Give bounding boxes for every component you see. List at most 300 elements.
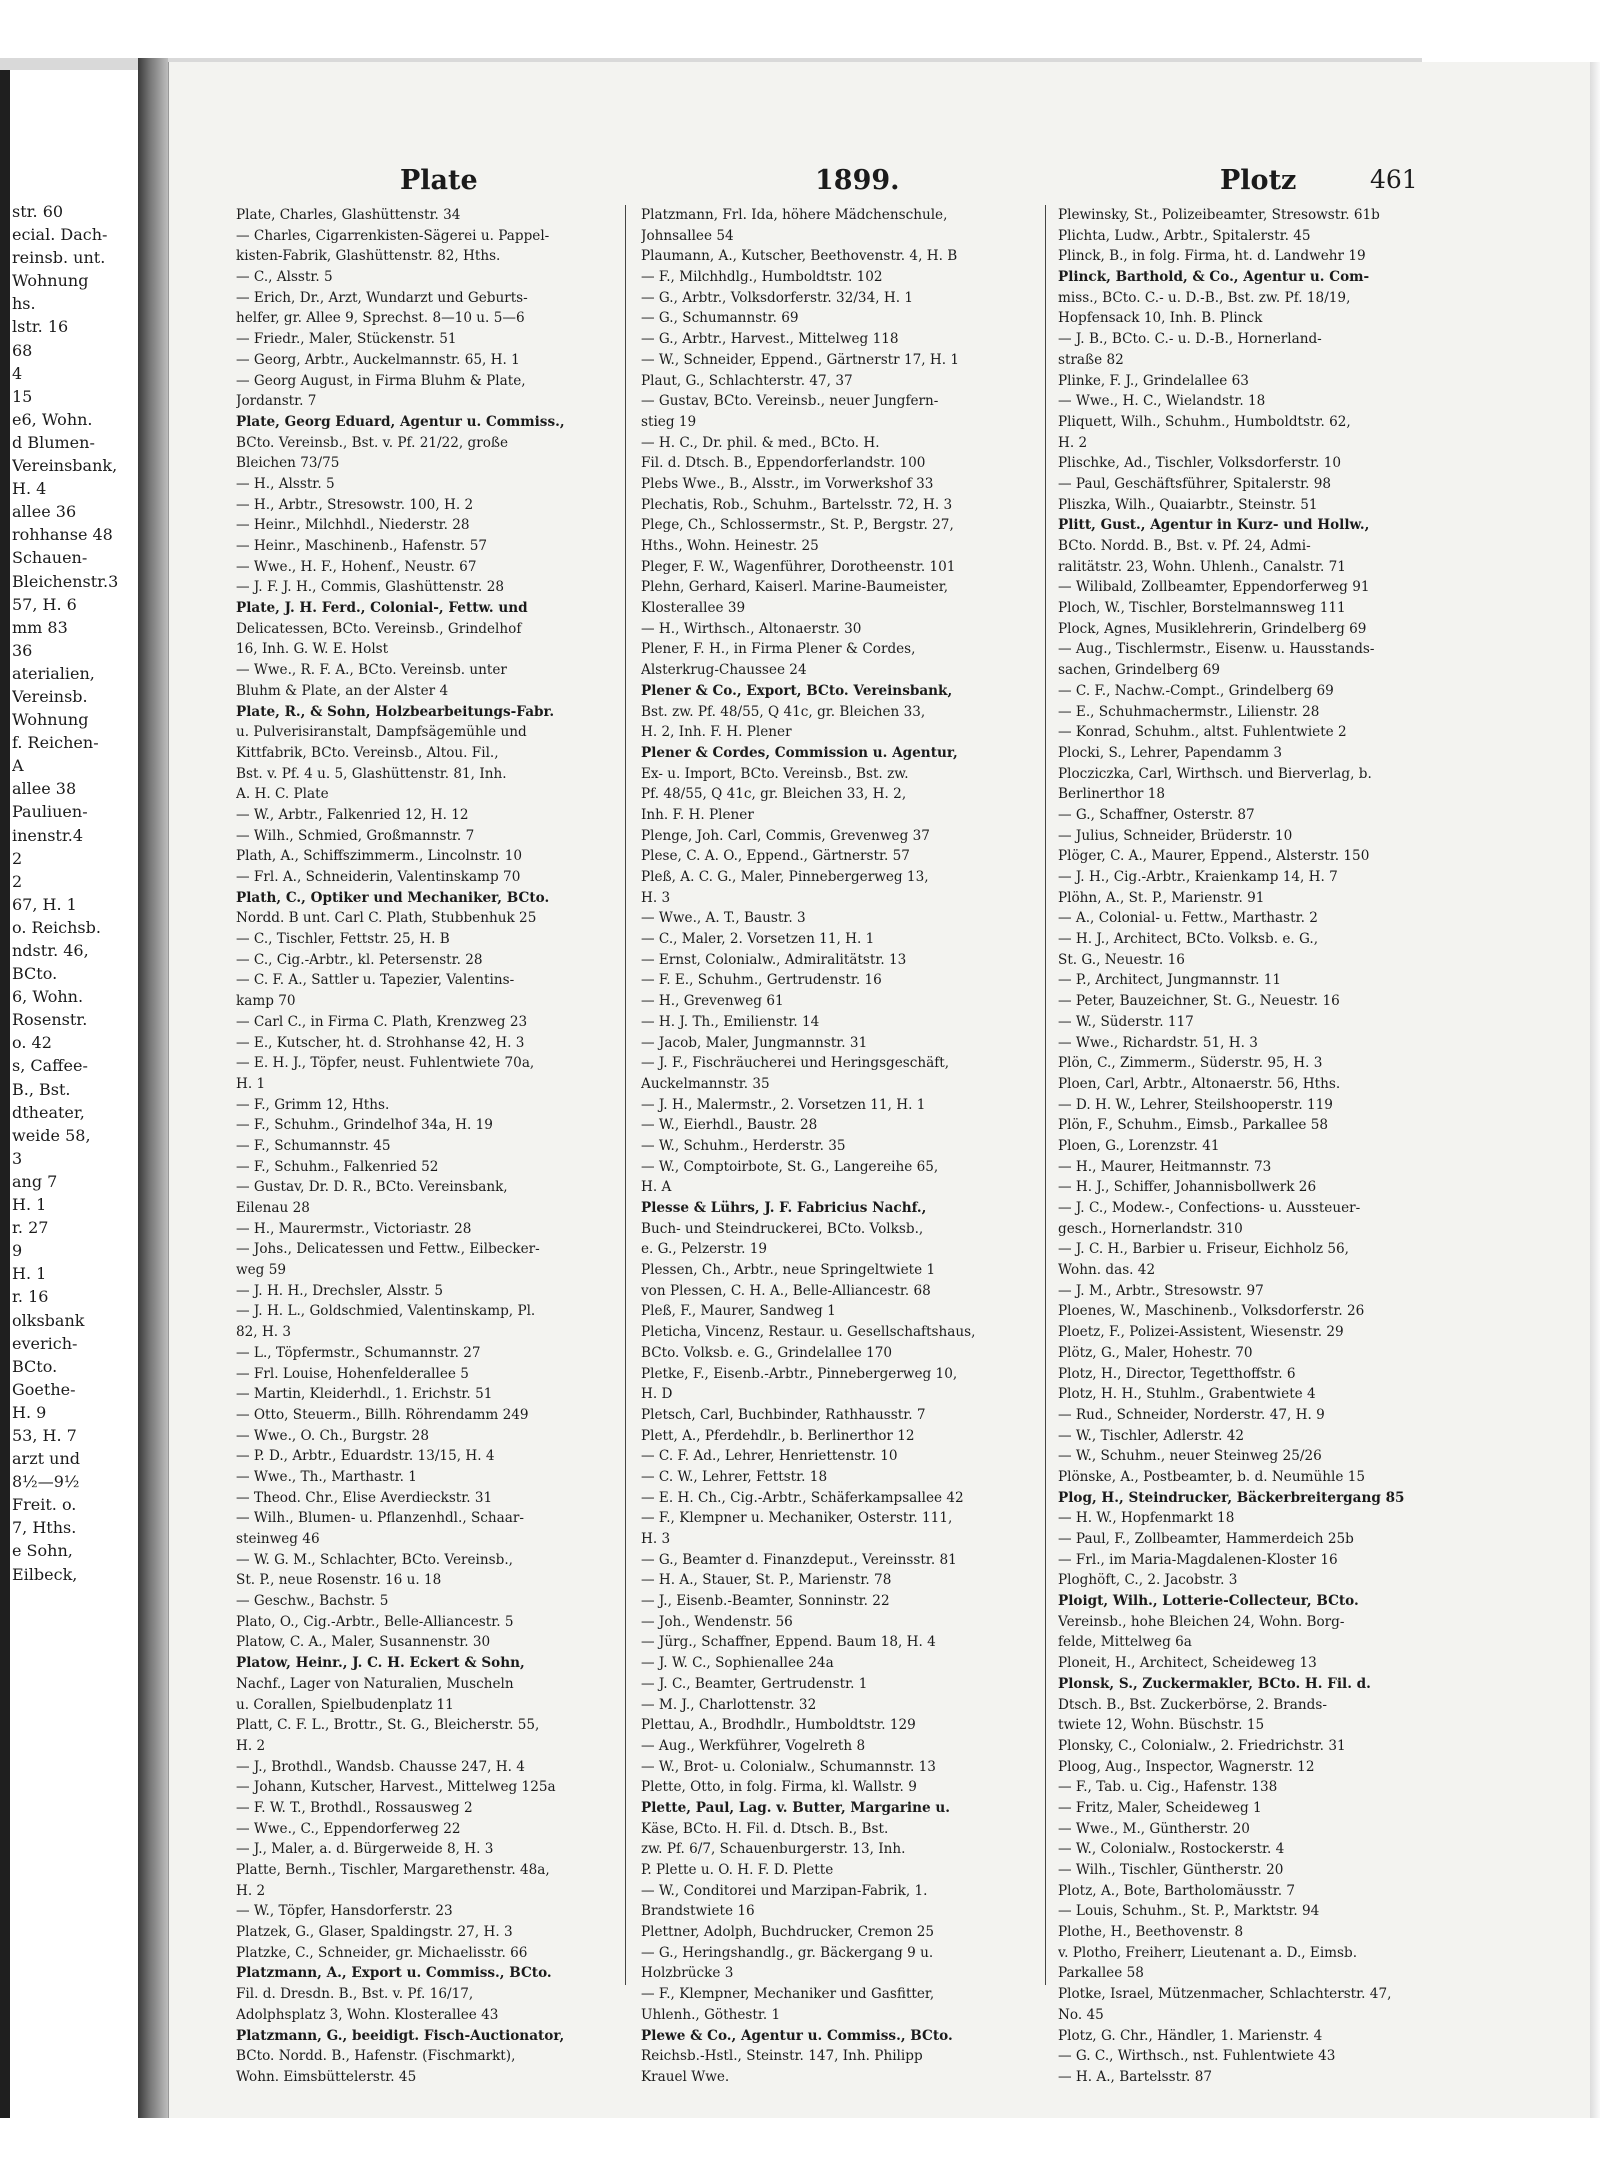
directory-entry-line: — P., Architect, Jungmannstr. 11 [1058,972,1282,989]
directory-entry-line: — Theod. Chr., Elise Averdieckstr. 31 [236,1489,493,1506]
directory-entry-line: H. 3 [641,1531,671,1547]
directory-entry-line: — Aug., Tischlermstr., Eisenw. u. Hausstands- [1058,641,1375,658]
directory-entry-line: — C., Alsstr. 5 [236,269,333,286]
directory-entry-line: Platte, Bernh., Tischler, Margarethenstr. 48a, [236,1862,550,1878]
directory-entry-line: Plenge, Joh. Carl, Commis, Grevenweg 37 [641,827,930,844]
directory-entry-line: Buch- und Steindruckerei, BCto. Volksb., [641,1220,924,1237]
directory-entry-line: — C., Tischler, Fettstr. 25, H. B [236,931,450,948]
facing-page-fragment: o. 42 [12,1033,52,1053]
directory-entry-line: Plett, A., Pferdehdlr., b. Berlinerthor 12 [641,1427,915,1444]
directory-entry-line: Pletsch, Carl, Buchbinder, Rathhausstr. 7 [641,1406,926,1423]
directory-entry-line: — Fritz, Maler, Scheideweg 1 [1058,1799,1262,1816]
directory-entry-line: — W., Tischler, Adlerstr. 42 [1058,1427,1245,1444]
page-edge [1590,62,1600,2118]
directory-entry-line: Plesse & Lührs, J. F. Fabricius Nachf., [641,1200,927,1216]
directory-entry-line: — Frl., im Maria-Magdalenen-Kloster 16 [1058,1551,1338,1568]
facing-page-fragment: rohhanse 48 [12,525,113,545]
directory-entry-line: — C., Maler, 2. Vorsetzen 11, H. 1 [641,931,875,948]
directory-entry-line: — H. J. Th., Emilienstr. 14 [641,1013,820,1030]
directory-entry-line: Uhlenh., Göthestr. 1 [641,2006,781,2023]
directory-entry-line: — J. H., Malermstr., 2. Vorsetzen 11, H. 1 [641,1096,926,1113]
directory-entry-line: Platow, C. A., Maler, Susannenstr. 30 [236,1634,491,1651]
directory-entry-line: Käse, BCto. H. Fil. d. Dtsch. B., Bst. [641,1820,889,1837]
directory-entry-line: — Ernst, Colonialw., Admiralitätstr. 13 [641,951,907,968]
directory-entry-line: Plaut, G., Schlachterstr. 47, 37 [641,372,853,389]
directory-entry-line: A. H. C. Plate [236,786,329,803]
directory-entry-line: — J. F. J. H., Commis, Glashüttenstr. 28 [236,579,504,596]
directory-entry-line: — E. H. J., Töpfer, neust. Fuhlentwiete 70a, [236,1055,535,1072]
directory-entry-line: Plehn, Gerhard, Kaiserl. Marine-Baumeister, [641,579,949,596]
directory-entry-line: Plener, F. H., in Firma Plener & Cordes, [641,641,916,658]
facing-page-fragment: Eilbeck, [12,1564,78,1584]
directory-entry-line: — Wwe., C., Eppendorferweg 22 [236,1820,461,1837]
directory-entry-line: Plewe & Co., Agentur u. Commiss., BCto. [641,2027,953,2044]
directory-entry-line: Eilenau 28 [236,1200,310,1216]
directory-entry-line: Plotke, Israel, Mützenmacher, Schlachterstr. 47, [1058,1986,1392,2003]
directory-entry-line: H. 2 [1058,434,1088,451]
directory-entry-line: Delicatessen, BCto. Vereinsb., Grindelhof [236,620,522,637]
directory-entry-line: — Wwe., M., Güntherstr. 20 [1058,1820,1250,1837]
directory-entry-line: Plewinsky, St., Polizeibeamter, Stresowstr. 61b [1058,207,1380,223]
directory-entry-line: Parkallee 58 [1058,1965,1144,1982]
directory-entry-line: kamp 70 [236,993,296,1010]
directory-entry-line: — Wwe., Richardstr. 51, H. 3 [1058,1034,1258,1051]
directory-entry-line: Plocziczka, Carl, Wirthsch. und Bierverlag, b. [1058,765,1372,782]
directory-entry-line: Plötz, G., Maler, Hohestr. 70 [1058,1344,1253,1361]
facing-page-fragment: 68 [12,340,33,360]
directory-entry-line: — W., Arbtr., Falkenried 12, H. 12 [236,806,469,823]
directory-entry-line: Platt, C. F. L., Brottr., St. G., Bleicherstr. 55, [236,1717,540,1734]
directory-entry-line: Wohn. das. 42 [1058,1262,1156,1279]
directory-entry-line: Plothe, H., Beethovenstr. 8 [1058,1924,1244,1941]
directory-entry-line: Bleichen 73/75 [236,455,340,472]
directory-entry-line: Adolphsplatz 3, Wohn. Klosterallee 43 [236,2006,499,2023]
book-spine [138,58,168,2118]
directory-entry-line: Plischke, Ad., Tischler, Volksdorferstr. 10 [1058,455,1342,472]
facing-page-fragment: reinsb. unt. [12,248,106,268]
directory-entry-line: — H. J., Schiffer, Johannisbollwerk 26 [1058,1179,1317,1196]
directory-entry-line: — Konrad, Schuhm., altst. Fuhlentwiete 2 [1058,724,1347,741]
directory-entry-line: Plichta, Ludw., Arbtr., Spitalerstr. 45 [1058,227,1311,244]
facing-page-fragment: Pauliuen- [12,802,88,822]
directory-entry-line: ralitätstr. 23, Wohn. Uhlenh., Canalstr. 71 [1058,558,1346,575]
directory-entry-line: Plotz, H. H., Stuhlm., Grabentwiete 4 [1058,1386,1316,1403]
directory-entry-line: Ploch, W., Tischler, Borstelmannsweg 111 [1058,600,1346,617]
directory-entry-line: Plönske, A., Postbeamter, b. d. Neumühle 15 [1058,1468,1366,1485]
directory-entry-line: — J. H. L., Goldschmied, Valentinskamp, Pl. [236,1303,536,1320]
directory-entry-line: H. 2, Inh. F. H. Plener [641,724,792,741]
facing-page-fragment: Wohnung [12,710,89,730]
directory-entry-line: Ploog, Aug., Inspector, Wagnerstr. 12 [1058,1758,1315,1775]
directory-entry-line: 82, H. 3 [236,1324,292,1341]
directory-entry-line: Bst. v. Pf. 4 u. 5, Glashüttenstr. 81, Inh. [236,765,507,782]
facing-page-fragment: Vereinsb. [12,686,88,706]
facing-page-fragment: Rosenstr. [12,1010,88,1030]
directory-entry-line: — G., Arbtr., Harvest., Mittelweg 118 [641,331,899,348]
directory-entry-line: — G., Schaffner, Osterstr. 87 [1058,806,1255,823]
directory-entry-line: — F., Schumannstr. 45 [236,1137,391,1154]
directory-entry-line: Plog, H., Steindrucker, Bäckerbreitergang 85 [1058,1489,1405,1506]
book-edge-dark [0,58,10,2118]
facing-page-fragment: Wohnung [12,271,89,291]
directory-entry-line: Plön, F., Schuhm., Eimsb., Parkallee 58 [1058,1117,1329,1134]
facing-page-fragment: arzt und [12,1449,80,1469]
directory-entry-line: — J., Eisenb.-Beamter, Sonninstr. 22 [641,1593,890,1610]
directory-entry-line: Plocki, S., Lehrer, Papendamm 3 [1058,744,1283,761]
facing-page-fragment: olksbank [12,1310,85,1330]
directory-entry-line: Klosterallee 39 [641,600,746,617]
facing-page-fragments [12,200,136,1586]
directory-entry-line: Plener & Co., Export, BCto. Vereinsbank, [641,682,953,699]
directory-entry-line: Plotz, A., Bote, Bartholomäusstr. 7 [1058,1882,1296,1899]
directory-entry-line: — Johann, Kutscher, Harvest., Mittelweg 125a [236,1779,556,1796]
directory-entry-line: — J. B., BCto. C.- u. D.-B., Hornerland- [1058,331,1322,348]
facing-page-fragment: A [12,756,24,776]
directory-entry-line: weg 59 [236,1262,287,1279]
directory-entry-line: Plitt, Gust., Agentur in Kurz- und Hollw., [1058,517,1370,534]
directory-entry-line: — Georg, Arbtr., Auckelmannstr. 65, H. 1 [236,351,520,368]
directory-entry-line: Plath, C., Optiker und Mechaniker, BCto. [236,889,550,906]
directory-entry-line: Plette, Otto, in folg. Firma, kl. Wallstr. 9 [641,1779,917,1796]
directory-entry-line: gesch., Hornerlandstr. 310 [1058,1220,1243,1237]
facing-page-fragment: e6, Wohn. [12,409,93,429]
page-number: 461 [1370,165,1418,194]
directory-entry-line: St. P., neue Rosenstr. 16 u. 18 [236,1572,442,1589]
directory-entry-line: Pleger, F. W., Wagenführer, Dorotheenstr. 101 [641,558,956,575]
directory-entry-line: Plechatis, Rob., Schuhm., Bartelsstr. 72, H. 3 [641,496,953,513]
directory-entry-line: Ploen, Carl, Arbtr., Altonaerstr. 56, Hths. [1058,1075,1341,1092]
directory-column-1 [236,205,596,2088]
directory-entry-line: Plinke, F. J., Grindelallee 63 [1058,372,1249,389]
directory-entry-line: Plebs Wwe., B., Alsstr., im Vorwerkshof 33 [641,475,934,492]
directory-entry-line: Fil. d. Dresdn. B., Bst. v. Pf. 16/17, [236,1986,474,2003]
directory-entry-line: straße 82 [1058,351,1124,368]
directory-entry-line: Pleß, A. C. G., Maler, Pinnebergerweg 13, [641,869,929,885]
facing-page-fragment: allee 36 [12,502,77,522]
directory-entry-line: — H., Maurermstr., Victoriastr. 28 [236,1220,472,1237]
directory-entry-line: — Georg August, in Firma Bluhm & Plate, [236,372,526,389]
directory-entry-line: Bluhm & Plate, an der Alster 4 [236,682,449,699]
directory-entry-line: BCto. Vereinsb., Bst. v. Pf. 21/22, große [236,434,509,451]
directory-entry-line: Vereinsb., hohe Bleichen 24, Wohn. Borg- [1058,1613,1345,1630]
directory-entry-line: Pliquett, Wilh., Schuhm., Humboldtstr. 62, [1058,413,1351,430]
directory-entry-line: BCto. Volksb. e. G., Grindelallee 170 [641,1344,893,1361]
facing-page-fragment: Vereinsbank, [12,456,118,476]
directory-entry-line: — E. H. Ch., Cig.-Arbtr., Schäferkampsallee 42 [641,1489,964,1506]
facing-page-fragment: 8½—9½ [12,1472,80,1492]
directory-entry-line: — D. H. W., Lehrer, Steilshooperstr. 119 [1058,1096,1333,1113]
directory-entry-line: Plöger, C. A., Maurer, Eppend., Alsterstr. 150 [1058,848,1370,865]
directory-entry-line: zw. Pf. 6/7, Schauenburgerstr. 13, Inh. [641,1841,906,1858]
directory-entry-line: — F., Milchhdlg., Humboldtstr. 102 [641,269,883,286]
directory-entry-line: Plessen, Ch., Arbtr., neue Springeltwiete 1 [641,1262,936,1279]
directory-entry-line: von Plessen, C. H. A., Belle-Alliancestr. 68 [641,1282,931,1299]
facing-page-fragment: 2 [12,871,23,891]
directory-entry-line: Plate, R., & Sohn, Holzbearbeitungs-Fabr. [236,703,555,720]
directory-entry-line: — J. H. H., Drechsler, Alsstr. 5 [236,1282,443,1299]
directory-entry-line: e. G., Pelzerstr. 19 [641,1241,768,1258]
directory-entry-line: Hopfensack 10, Inh. B. Plinck [1058,310,1263,327]
directory-column-2 [641,205,1001,2088]
facing-page-fragment: ndstr. 46, [12,941,89,960]
directory-entry-line: — Jürg., Schaffner, Eppend. Baum 18, H. 4 [641,1634,936,1651]
directory-entry-line: Inh. F. H. Plener [641,806,754,823]
facing-page-fragment: everich- [12,1333,78,1353]
directory-entry-line: — Wilh., Schmied, Großmannstr. 7 [236,827,475,844]
running-header [370,165,1445,205]
directory-entry-line: steinweg 46 [236,1531,320,1547]
directory-entry-line: H. 1 [236,1075,266,1092]
directory-entry-line: — W. G. M., Schlachter, BCto. Vereinsb., [236,1551,513,1568]
directory-entry-line: Hths., Wohn. Heinestr. 25 [641,538,819,554]
directory-entry-line: — G., Schumannstr. 69 [641,310,799,327]
directory-entry-line: Plinck, B., in folg. Firma, ht. d. Landwehr 19 [1058,248,1366,265]
directory-entry-line: — W., Comptoirbote, St. G., Langereihe 65, [641,1158,939,1175]
directory-entry-line: — Geschw., Bachstr. 5 [236,1593,389,1610]
directory-entry-line: Krauel Wwe. [641,2068,730,2085]
directory-entry-line: — J. W. C., Sophienallee 24a [641,1655,834,1672]
directory-entry-line: Ex- u. Import, BCto. Vereinsb., Bst. zw. [641,765,909,782]
directory-entry-line: — F., Klempner u. Mechaniker, Osterstr. 111, [641,1510,953,1527]
directory-entry-line: — E., Schuhmachermstr., Lilienstr. 28 [1058,703,1320,720]
directory-entry-line: Pleticha, Vincenz, Restaur. u. Gesellschaftshaus, [641,1324,976,1341]
directory-entry-line: — G., Heringshandlg., gr. Bäckergang 9 u. [641,1944,934,1961]
directory-entry-line: — Wilh., Tischler, Güntherstr. 20 [1058,1862,1284,1878]
directory-entry-line: — G. C., Wirthsch., nst. Fuhlentwiete 43 [1058,2048,1336,2065]
directory-entry-line: — W., Conditorei und Marzipan-Fabrik, 1. [641,1882,928,1899]
directory-entry-line: Plettau, A., Brodhdlr., Humboldtstr. 129 [641,1717,916,1734]
directory-entry-line: — C. F. Ad., Lehrer, Henriettenstr. 10 [641,1448,898,1465]
directory-entry-line: Plato, O., Cig.-Arbtr., Belle-Alliancestr. 5 [236,1613,514,1630]
facing-page-fragment: Schauen- [12,548,88,568]
directory-entry-line: 16, Inh. G. W. E. Holst [236,641,389,658]
directory-entry-line: — M. J., Charlottenstr. 32 [641,1696,817,1713]
directory-entry-line: Ploenes, W., Maschinenb., Volksdorferstr. 26 [1058,1303,1365,1320]
directory-entry-line: — H. C., Dr. phil. & med., BCto. H. [641,434,880,451]
directory-entry-line: — F., Tab. u. Cig., Hafenstr. 138 [1058,1779,1278,1796]
directory-entry-line: Pletke, F., Eisenb.-Arbtr., Pinnebergerweg 10, [641,1365,958,1382]
directory-entry-line: — Gustav, Dr. D. R., BCto. Vereinsbank, [236,1179,508,1196]
directory-entry-line: Plener & Cordes, Commission u. Agentur, [641,744,958,761]
header-right-word: Plotz [1220,165,1297,196]
directory-entry-line: — J. C. H., Barbier u. Friseur, Eichholz 56, [1058,1241,1349,1258]
facing-page-fragment: e Sohn, [12,1541,73,1561]
directory-entry-line: — Wwe., Th., Marthastr. 1 [236,1468,417,1485]
directory-entry-line: — J. C., Modew.-, Confections- u. Aussteuer- [1058,1200,1361,1216]
directory-entry-line: — Carl C., in Firma C. Plath, Krenzweg 23 [236,1013,528,1030]
directory-entry-line: — Paul, F., Zollbeamter, Hammerdeich 25b [1058,1531,1354,1547]
directory-entry-line: Alsterkrug-Chaussee 24 [641,662,807,679]
directory-entry-line: Platzmann, G., beeidigt. Fisch-Auctionator, [236,2027,565,2044]
facing-page-fragment: 53, H. 7 [12,1425,77,1445]
column-rule [625,205,626,1985]
directory-entry-line: Plonsk, S., Zuckermakler, BCto. H. Fil. d. [1058,1675,1371,1692]
directory-entry-line: — J. C., Beamter, Gertrudenstr. 1 [641,1675,868,1692]
facing-page-fragment: inenstr.4 [12,825,83,845]
directory-entry-line: — C. F. A., Sattler u. Tapezier, Valentins- [236,972,515,989]
directory-entry-line: — F., Schuhm., Grindelhof 34a, H. 19 [236,1117,493,1134]
directory-entry-line: — Wilibald, Zollbeamter, Eppendorferweg 91 [1058,579,1370,596]
directory-entry-line: v. Plotho, Freiherr, Lieutenant a. D., Eimsb. [1058,1944,1358,1961]
facing-page-fragment: 3 [12,1148,23,1168]
directory-entry-line: Ploneit, H., Architect, Scheideweg 13 [1058,1655,1317,1672]
directory-entry-line: — Rud., Schneider, Norderstr. 47, H. 9 [1058,1406,1325,1423]
directory-entry-line: Auckelmannstr. 35 [641,1075,770,1092]
facing-page-fragment: allee 38 [12,779,77,799]
column-rule [1045,205,1046,1985]
directory-entry-line: — H., Wirthsch., Altonaerstr. 30 [641,620,862,637]
facing-page-fragment: 67, H. 1 [12,894,77,914]
directory-entry-line: No. 45 [1058,2006,1104,2023]
directory-entry-line: u. Pulverisiranstalt, Dampfsägemühle und [236,724,527,741]
directory-entry-line: — Frl. A., Schneiderin, Valentinskamp 70 [236,869,521,885]
directory-entry-line: — H., Arbtr., Stresowstr. 100, H. 2 [236,496,474,513]
directory-entry-line: Plotz, H., Director, Tegetthoffstr. 6 [1058,1365,1296,1382]
directory-entry-line: — Erich, Dr., Arzt, Wundarzt und Geburts- [236,289,528,306]
directory-entry-line: — Aug., Werkführer, Vogelreth 8 [641,1737,866,1754]
directory-column-3 [1058,205,1418,2088]
directory-entry-line: Reichsb.-Hstl., Steinstr. 147, Inh. Philipp [641,2048,923,2065]
directory-entry-line: Plaumann, A., Kutscher, Beethovenstr. 4, H. B [641,248,958,265]
facing-page-fragment: B., Bst. [12,1079,71,1099]
directory-entry-line: — Jacob, Maler, Jungmannstr. 31 [641,1034,868,1051]
directory-entry-line: — Otto, Steuerm., Billh. Röhrendamm 249 [236,1406,529,1423]
directory-entry-line: — W., Eierhdl., Baustr. 28 [641,1117,818,1134]
directory-entry-line: Plette, Paul, Lag. v. Butter, Margarine u. [641,1799,950,1816]
directory-entry-line: — Wwe., O. Ch., Burgstr. 28 [236,1427,429,1444]
directory-entry-line: Ploigt, Wilh., Lotterie-Collecteur, BCto. [1058,1593,1359,1610]
directory-entry-line: — W., Colonialw., Rostockerstr. 4 [1058,1841,1285,1858]
directory-entry-line: Plege, Ch., Schlossermstr., St. P., Bergstr. 27, [641,517,954,534]
directory-entry-line: — Frl. Louise, Hohenfelderallee 5 [236,1365,469,1382]
directory-entry-line: — Julius, Schneider, Brüderstr. 10 [1058,827,1293,844]
directory-entry-line: Dtsch. B., Bst. Zuckerbörse, 2. Brands- [1058,1696,1327,1713]
facing-page-fragment: 4 [12,363,23,383]
directory-entry-line: — Wwe., H. F., Hohenf., Neustr. 67 [236,558,477,575]
facing-page-fragment: f. Reichen- [12,733,99,753]
directory-entry-line: — Martin, Kleiderhdl., 1. Erichstr. 51 [236,1386,493,1403]
facing-page-fragment: 15 [12,386,33,406]
directory-entry-line: Plock, Agnes, Musiklehrerin, Grindelberg 69 [1058,620,1367,637]
directory-entry-line: — Wwe., H. C., Wielandstr. 18 [1058,393,1266,410]
directory-entry-line: — H., Alsstr. 5 [236,475,335,492]
directory-entry-line: — J. H., Cig.-Arbtr., Kraienkamp 14, H. 7 [1058,869,1338,885]
directory-entry-line: — L., Töpfermstr., Schumannstr. 27 [236,1344,481,1361]
facing-page-fragment: mm 83 [12,617,68,637]
directory-entry-line: Berlinerthor 18 [1058,786,1166,803]
directory-entry-line: — W., Brot- u. Colonialw., Schumannstr. 13 [641,1758,936,1775]
directory-entry-line: — H. W., Hopfenmarkt 18 [1058,1510,1235,1527]
facing-page-fragment: ecial. Dach- [12,225,108,245]
facing-page-fragment: s, Caffee- [12,1056,88,1076]
directory-entry-line: BCto. Nordd. B., Hafenstr. (Fischmarkt), [236,2048,516,2065]
directory-entry-line: — J. F., Fischräucherei und Heringsgeschäft, [641,1055,950,1072]
directory-entry-line: Plotz, G. Chr., Händler, 1. Marienstr. 4 [1058,2027,1323,2044]
directory-entry-line: — H. A., Stauer, St. P., Marienstr. 78 [641,1572,892,1589]
facing-page-fragment: lstr. 16 [12,317,69,337]
directory-entry-line: Plettner, Adolph, Buchdrucker, Cremon 25 [641,1924,935,1941]
facing-page-fragment: H. 1 [12,1195,47,1215]
directory-entry-line: sachen, Grindelberg 69 [1058,662,1221,679]
directory-entry-line: — E., Kutscher, ht. d. Strohhanse 42, H. 3 [236,1034,525,1051]
directory-entry-line: — Gustav, BCto. Vereinsb., neuer Jungfern- [641,393,939,410]
directory-entry-line: Ploetz, F., Polizei-Assistent, Wiesenstr. 29 [1058,1324,1344,1341]
directory-entry-line: Brandstwiete 16 [641,1903,755,1920]
directory-entry-line: — F. W. T., Brothdl., Rossausweg 2 [236,1799,473,1816]
directory-entry-line: — Heinr., Milchhdl., Niederstr. 28 [236,517,470,534]
facing-page-fragment: weide 58, [12,1125,91,1145]
facing-page-fragment: dtheater, [12,1102,85,1122]
directory-entry-line: Pleß, F., Maurer, Sandweg 1 [641,1303,836,1320]
directory-entry-line: stieg 19 [641,413,697,430]
facing-page-fragment: BCto. [12,1356,58,1376]
facing-page-fragment: H. 4 [12,479,47,499]
directory-entry-line: — C. W., Lehrer, Fettstr. 18 [641,1468,828,1485]
facing-page-fragment: str. 60 [12,202,64,221]
directory-entry-line: P. Plette u. O. H. F. D. Plette [641,1862,834,1878]
directory-entry-line: Bst. zw. Pf. 48/55, Q 41c, gr. Bleichen 33, [641,703,926,720]
directory-entry-line: Nordd. B unt. Carl C. Plath, Stubbenhuk 25 [236,910,537,927]
directory-entry-line: Plinck, Barthold, & Co., Agentur u. Com- [1058,269,1370,286]
facing-page-fragment: 2 [12,848,23,868]
directory-entry-line: — Paul, Geschäftsführer, Spitalerstr. 98 [1058,475,1332,492]
directory-entry-line: — F., Klempner, Mechaniker und Gasfitter, [641,1986,935,2003]
directory-entry-line: — W., Töpfer, Hansdorferstr. 23 [236,1903,453,1920]
facing-page-fragment: Goethe- [12,1379,76,1399]
facing-page-fragment: 7, Hths. [12,1518,77,1538]
directory-entry-line: kisten-Fabrik, Glashüttenstr. 82, Hths. [236,248,501,265]
directory-entry-line: — H., Grevenweg 61 [641,993,784,1010]
directory-entry-line: Plese, C. A. O., Eppend., Gärtnerstr. 57 [641,848,910,865]
facing-page-fragment: H. 9 [12,1402,47,1422]
directory-entry-line: Plath, A., Schiffszimmerm., Lincolnstr. 10 [236,848,522,865]
facing-page-fragment: aterialien, [12,663,95,683]
directory-entry-line: — A., Colonial- u. Fettw., Marthastr. 2 [1058,910,1318,927]
directory-entry-line: Wohn. Eimsbüttelerstr. 45 [236,2068,417,2085]
directory-entry-line: — Wwe., R. F. A., BCto. Vereinsb. unter [236,662,507,679]
directory-entry-line: — Wwe., A. T., Baustr. 3 [641,910,806,927]
directory-entry-line: — Peter, Bauzeichner, St. G., Neuestr. 16 [1058,993,1340,1010]
directory-entry-line: Plön, C., Zimmerm., Süderstr. 95, H. 3 [1058,1055,1323,1072]
facing-page-fragment: BCto. [12,964,58,984]
facing-page-fragment: 57, H. 6 [12,594,77,614]
facing-page-fragment: Freit. o. [12,1495,77,1515]
facing-page-fragment: H. 1 [12,1264,47,1284]
directory-entry-line: Kittfabrik, BCto. Vereinsb., Altou. Fil., [236,744,499,761]
facing-page-fragment: 9 [12,1241,23,1261]
directory-entry-line: — Johs., Delicatessen und Fettw., Eilbecker- [236,1241,540,1258]
directory-entry-line: twiete 12, Wohn. Büschstr. 15 [1058,1717,1265,1734]
directory-entry-line: — C., Cig.-Arbtr., kl. Petersenstr. 28 [236,951,483,968]
directory-entry-line: miss., BCto. C.- u. D.-B., Bst. zw. Pf. 18/19, [1058,289,1351,306]
directory-entry-line: — J., Maler, a. d. Bürgerweide 8, H. 3 [236,1841,494,1858]
directory-entry-line: Johnsallee 54 [641,227,734,244]
directory-entry-line: — P. D., Arbtr., Eduardstr. 13/15, H. 4 [236,1448,495,1465]
directory-entry-line: felde, Mittelweg 6a [1058,1634,1192,1651]
directory-entry-line: Fil. d. Dtsch. B., Eppendorferlandstr. 100 [641,455,926,472]
facing-page-fragment: Bleichenstr.3 [12,571,119,591]
facing-page-fragment: 36 [12,640,33,660]
directory-entry-line: Plöhn, A., St. P., Marienstr. 91 [1058,889,1265,906]
facing-page-fragment: o. Reichsb. [12,917,101,937]
directory-entry-line: BCto. Nordd. B., Bst. v. Pf. 24, Admi- [1058,538,1311,554]
directory-entry-line: H. 2 [236,1882,266,1899]
facing-page-fragment: d Blumen- [12,432,95,452]
directory-entry-line: — J. M., Arbtr., Stresowstr. 97 [1058,1282,1264,1299]
directory-entry-line: — G., Beamter d. Finanzdeput., Vereinsstr. 81 [641,1551,957,1568]
directory-entry-line: — W., Süderstr. 117 [1058,1013,1194,1030]
facing-page-fragment: hs. [12,294,36,314]
